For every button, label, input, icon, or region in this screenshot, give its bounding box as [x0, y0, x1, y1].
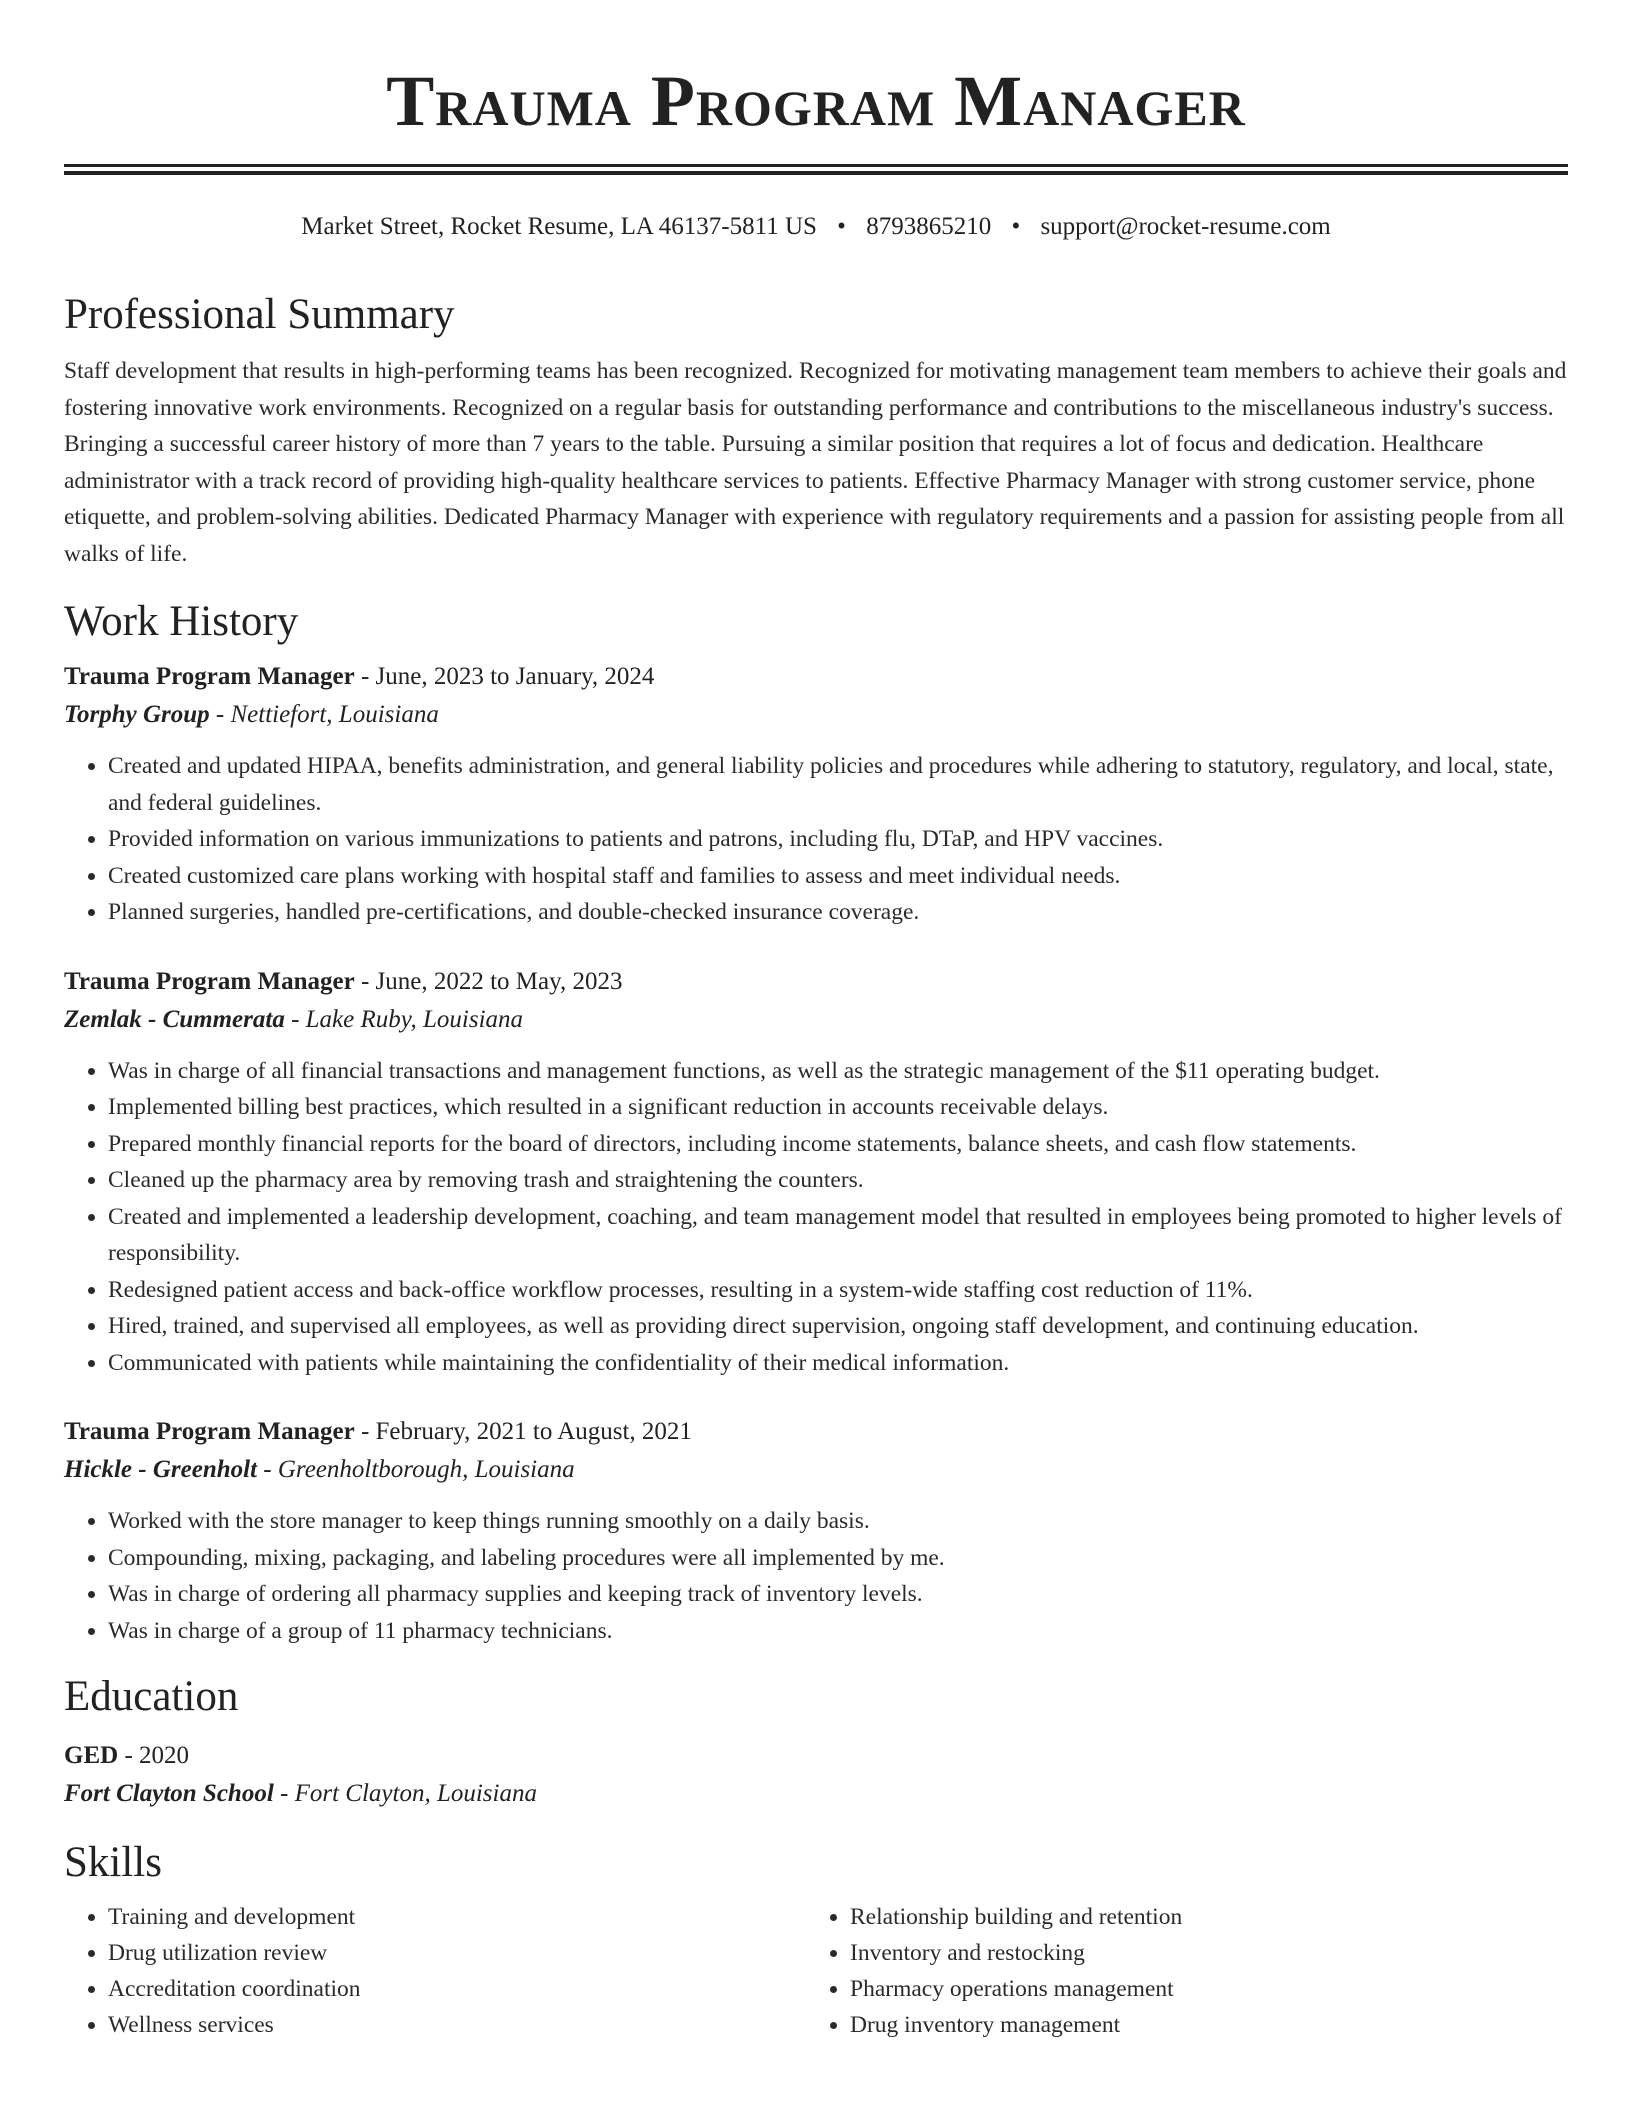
- job-bullet: • Worked with the store manager to keep things running smoothly on a daily basis.: [108, 1503, 1568, 1540]
- degree-line: [64, 1737, 1568, 1775]
- job-bullet: • Implemented billing best practices, which resulted in a significant reduction in accounts receivable delays.: [108, 1089, 1568, 1126]
- job-bullet: • Compounding, mixing, packaging, and labeling procedures were all implemented by me.: [108, 1540, 1568, 1577]
- contact-separator: •: [1011, 213, 1021, 240]
- school-location: - Fort Clayton, Louisiana: [280, 1780, 537, 1807]
- employer-location: - Lake Ruby, Louisiana: [291, 1005, 524, 1033]
- job-bullets: [64, 1503, 1568, 1649]
- skills-heading: Skills: [64, 1839, 162, 1886]
- job-bullet: • Created and updated HIPAA, benefits administration, and general liability policies and procedures while adhering to statutory, regulatory, and local, state, and federal guidelines.: [108, 748, 1568, 821]
- job-bullet: • Planned surgeries, handled pre-certifications, and double-checked insurance coverage.: [108, 894, 1568, 931]
- employer-name: Zemlak - Cummerata: [64, 1005, 285, 1033]
- header-divider: [64, 164, 1568, 175]
- job-bullet: • Created customized care plans working with hospital staff and families to assess and meet individual needs.: [108, 858, 1568, 895]
- skills-column-right: [806, 1899, 1566, 2043]
- contact-separator: •: [837, 213, 846, 240]
- job-bullet: • Redesigned patient access and back-office workflow processes, resulting in a system-wide staffing cost reduction of 11%.: [108, 1272, 1568, 1309]
- employer-line: [64, 696, 1568, 734]
- job-bullet: • Was in charge of a group of 11 pharmacy technicians.: [108, 1613, 1568, 1650]
- skill-item: • Wellness services: [108, 2007, 806, 2043]
- employer-location: - Nettiefort, Louisiana: [215, 701, 439, 728]
- job-bullet: • Was in charge of ordering all pharmacy supplies and keeping track of inventory levels.: [108, 1576, 1568, 1613]
- contact-phone: 8793865210: [866, 213, 992, 240]
- job-entry: [64, 1413, 1568, 1649]
- skills-list: [64, 1899, 1568, 2043]
- job-dates: - June, 2022 to May, 2023: [360, 967, 623, 995]
- contact-address: Market Street, Rocket Resume, LA 46137-5811 US: [301, 213, 817, 240]
- skill-item: • Inventory and restocking: [850, 1935, 1566, 1971]
- job-bullet: • Cleaned up the pharmacy area by removing trash and straightening the counters.: [108, 1162, 1568, 1199]
- job-title: Trauma Program Manager: [64, 967, 355, 995]
- work-history-heading: Work History: [64, 598, 299, 645]
- employer-line: [64, 1001, 1568, 1039]
- school-name: Fort Clayton School: [64, 1780, 274, 1807]
- skill-item: • Accreditation coordination: [108, 1971, 806, 2007]
- employer-location: - Greenholtborough, Louisiana: [263, 1456, 575, 1483]
- skill-item: • Training and development: [108, 1899, 806, 1935]
- skill-item: • Pharmacy operations management: [850, 1971, 1566, 2007]
- job-title-line: [64, 658, 1568, 696]
- skill-item: • Drug utilization review: [108, 1935, 806, 1971]
- summary-text: Staff development that results in high-performing teams has been recognized. Recognized for motivating management team members to achieve their goals and fostering innovative work environments. Recognized on a regular basis for outstanding performance and contributions to the miscellaneous industry's success. Bringing a successful career history of more than 7 years to the table. Pursuing a similar position that requires a lot of focus and dedication. Healthcare administrator with a track record of providing high-quality healthcare services to patients. Effective Pharmacy Manager with strong customer service, phone etiquette, and problem-solving abilities. Dedicated Pharmacy Manager with experience with regulatory requirements and a passion for assisting people from all walks of life.: [64, 358, 1567, 567]
- contact-line: [64, 211, 1568, 243]
- job-bullet: • Created and implemented a leadership development, coaching, and team management model that resulted in employees being promoted to higher levels of responsibility.: [108, 1199, 1568, 1272]
- degree-name: GED: [64, 1742, 119, 1769]
- employer-name: Torphy Group: [64, 701, 210, 728]
- job-entry: [64, 963, 1568, 1382]
- job-bullet: • Hired, trained, and supervised all employees, as well as providing direct supervision, ongoing staff development, and continuing education.: [108, 1308, 1568, 1345]
- summary-heading: Professional Summary: [64, 291, 455, 338]
- job-title-line: [64, 963, 1568, 1001]
- school-line: [64, 1775, 1568, 1813]
- job-bullet: • Was in charge of all financial transactions and management functions, as well as the strategic management of the $11 operating budget.: [108, 1053, 1568, 1090]
- job-title: Trauma Program Manager: [64, 663, 355, 690]
- job-dates: - June, 2023 to January, 2024: [360, 663, 655, 690]
- degree-year: - 2020: [124, 1742, 190, 1769]
- skill-item: • Relationship building and retention: [850, 1899, 1566, 1935]
- employer-line: [64, 1451, 1568, 1489]
- job-bullets: [64, 748, 1568, 931]
- education-heading: Education: [64, 1673, 239, 1720]
- job-dates: - February, 2021 to August, 2021: [360, 1418, 692, 1445]
- job-bullets: [64, 1053, 1568, 1382]
- job-entry: [64, 658, 1568, 931]
- job-bullet: • Communicated with patients while maintaining the confidentiality of their medical information.: [108, 1345, 1568, 1382]
- job-title: Trauma Program Manager: [64, 1418, 355, 1445]
- education-entry: [64, 1737, 1568, 1813]
- resume-title: Trauma Program Manager: [386, 61, 1246, 141]
- skills-column-left: [64, 1899, 806, 2043]
- job-bullet: • Prepared monthly financial reports for the board of directors, including income statements, balance sheets, and cash flow statements.: [108, 1126, 1568, 1163]
- employer-name: Hickle - Greenholt: [64, 1456, 258, 1483]
- job-bullet: • Provided information on various immunizations to patients and patrons, including flu, DTaP, and HPV vaccines.: [108, 821, 1568, 858]
- skill-item: • Drug inventory management: [850, 2007, 1566, 2043]
- contact-email: support@rocket-resume.com: [1040, 213, 1331, 240]
- job-title-line: [64, 1413, 1568, 1451]
